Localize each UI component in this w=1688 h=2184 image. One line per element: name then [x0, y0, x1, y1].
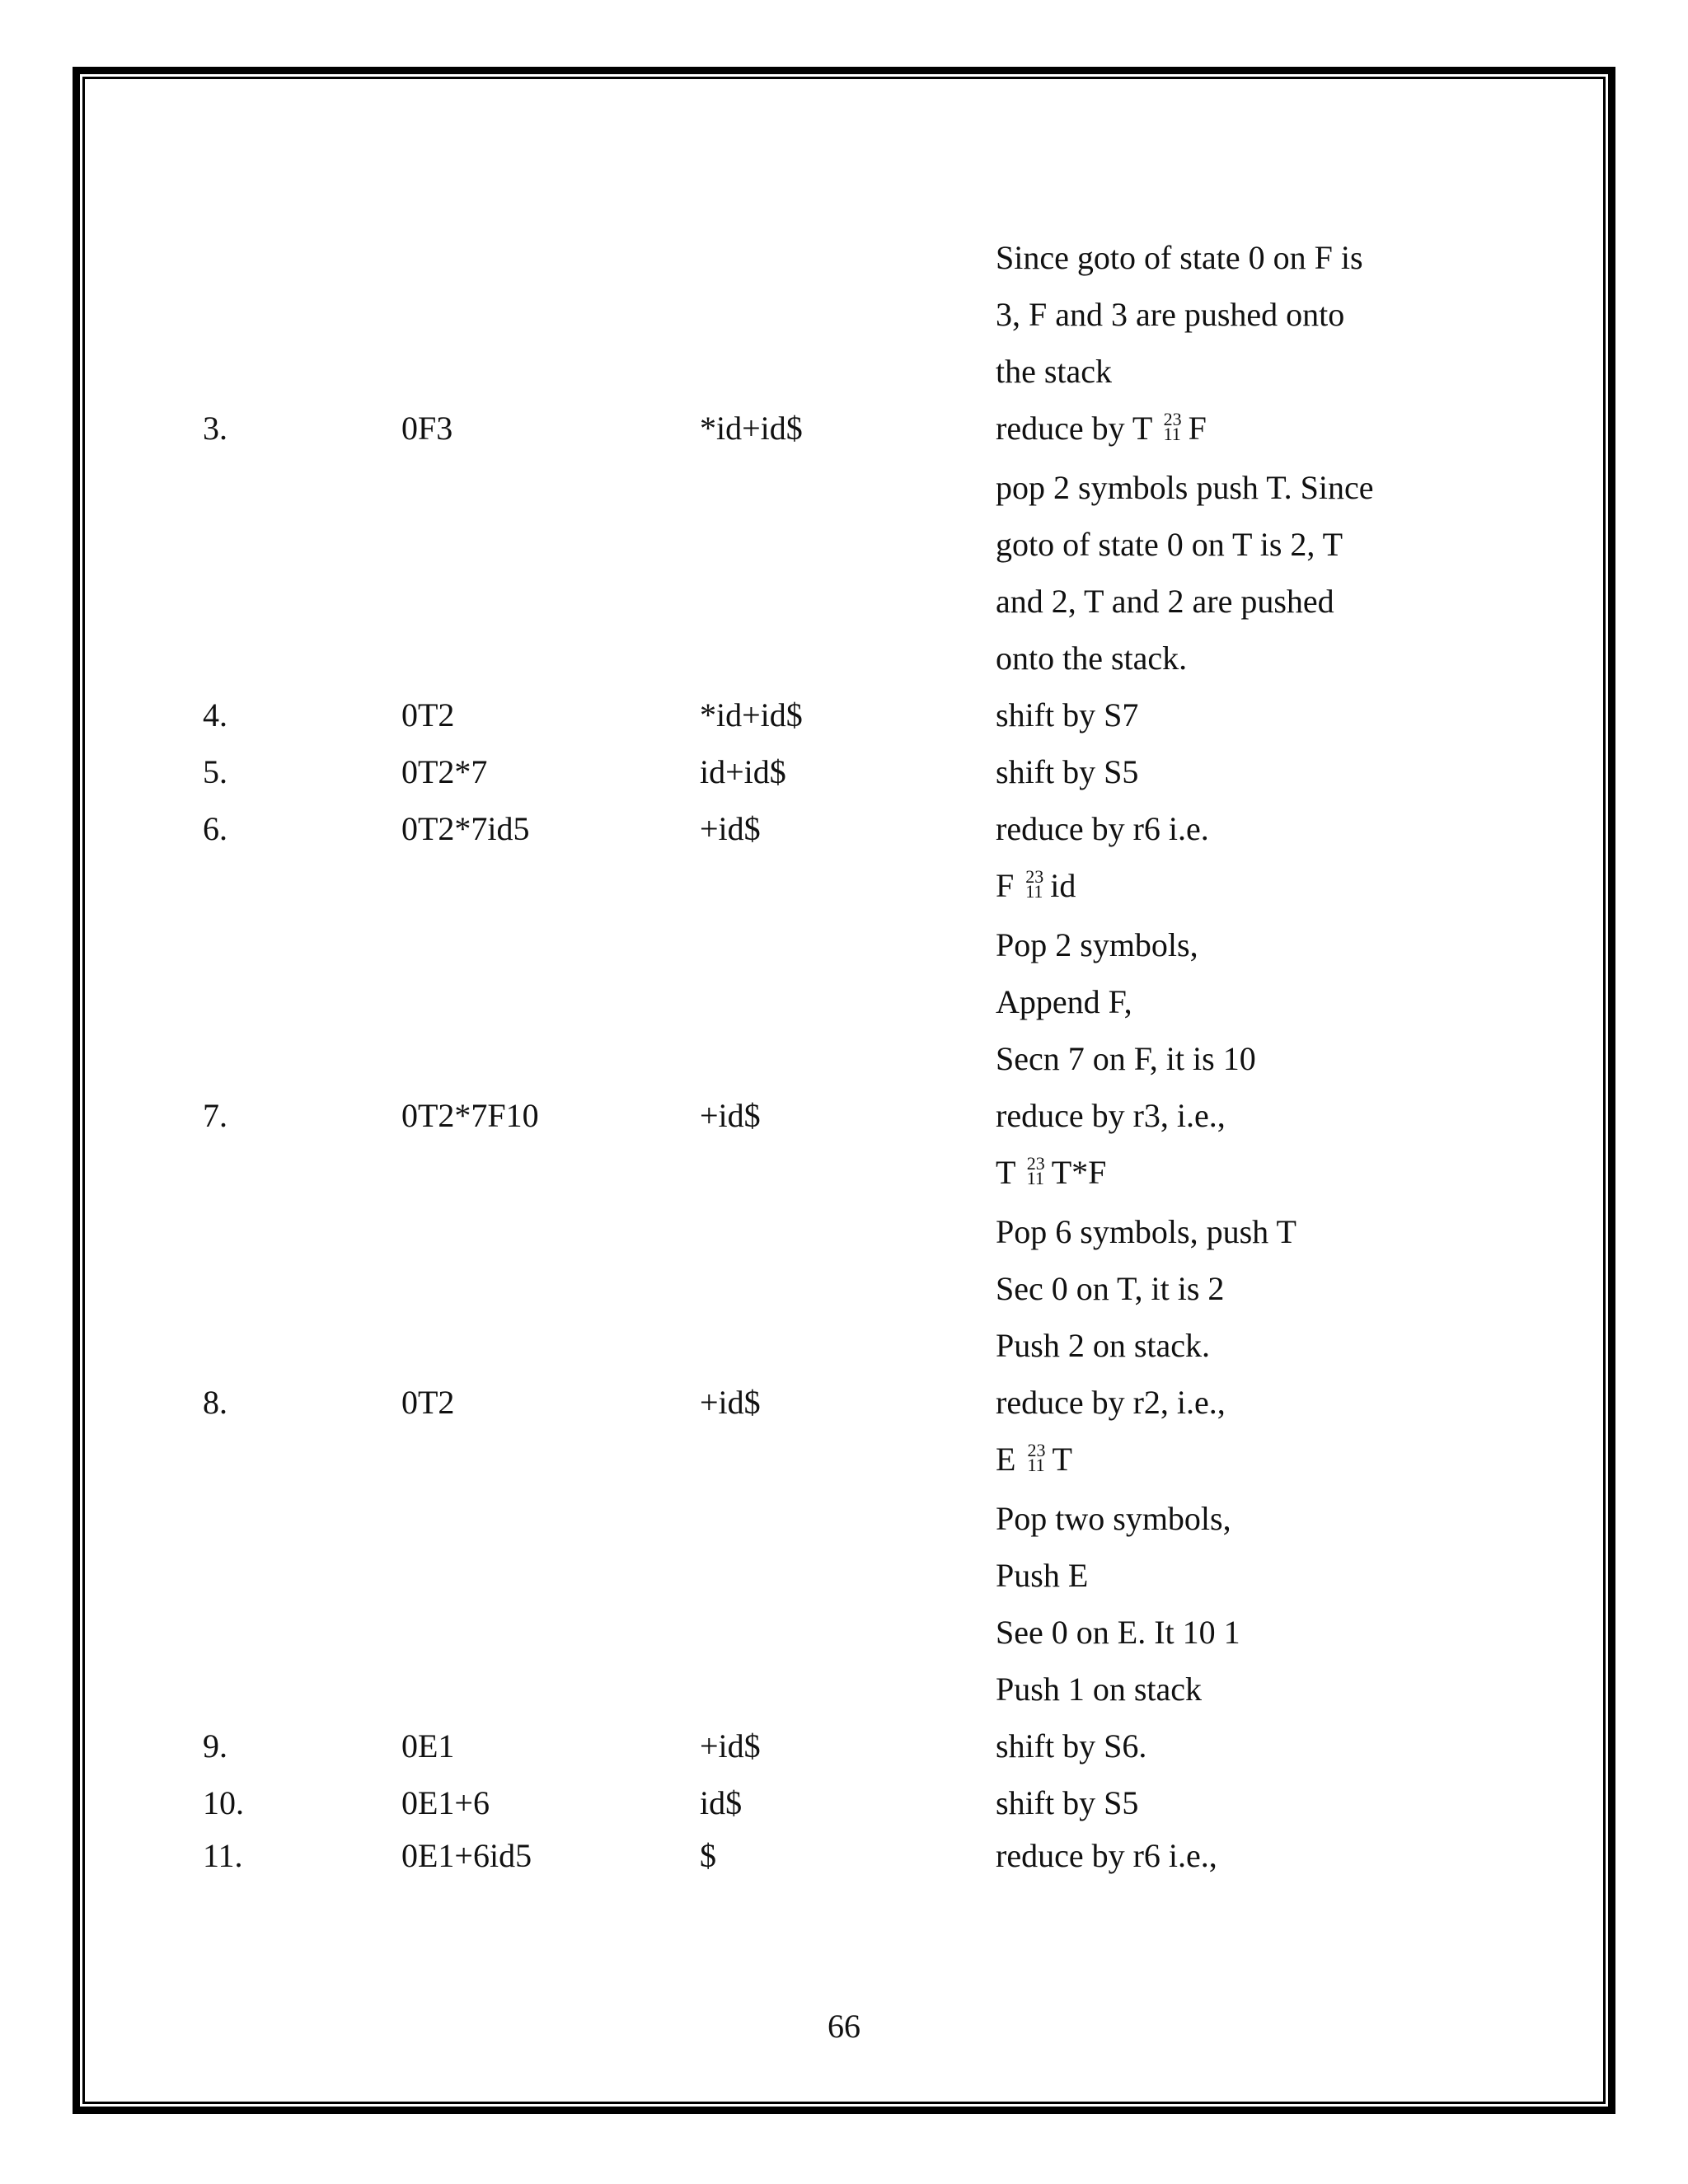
input-cell: +id$: [700, 1097, 761, 1134]
step-number: 11.: [203, 1837, 243, 1874]
production-arrow-glyph: [1024, 1153, 1052, 1189]
glyph-code-top: 23: [1163, 409, 1182, 429]
page-number: 66: [828, 2008, 860, 2045]
glyph-code-bottom: 11: [1163, 424, 1181, 444]
stack-cell: 0T2*7F10: [401, 1097, 539, 1134]
action-text: reduce by T: [996, 410, 1160, 447]
input-cell: *id+id$: [700, 696, 803, 733]
action-text: id: [1050, 867, 1076, 904]
glyph-code-bottom: 11: [1026, 1168, 1044, 1188]
action-cell: Pop 6 symbols, push T: [996, 1213, 1296, 1250]
action-cell: pop 2 symbols push T. Since: [996, 469, 1374, 506]
action-cell: [996, 1440, 1072, 1478]
action-cell: onto the stack.: [996, 640, 1188, 677]
glyph-code-top: 23: [1027, 1440, 1046, 1460]
action-cell: shift by S5: [996, 753, 1139, 790]
action-text: F: [1188, 410, 1207, 447]
production-arrow-glyph: [1022, 866, 1050, 902]
production-arrow-glyph: [1160, 409, 1189, 445]
action-cell: goto of state 0 on T is 2, T: [996, 526, 1343, 563]
stack-cell: 0T2: [401, 1384, 455, 1421]
step-number: 3.: [203, 410, 227, 447]
input-cell: id$: [700, 1784, 743, 1821]
stack-cell: 0E1+6id5: [401, 1837, 532, 1874]
step-number: 5.: [203, 753, 227, 790]
action-cell: See 0 on E. It 10 1: [996, 1614, 1240, 1651]
step-number: 6.: [203, 810, 227, 847]
action-cell: the stack: [996, 353, 1113, 390]
stack-cell: 0E1: [401, 1727, 455, 1765]
production-arrow-glyph: [1024, 1440, 1052, 1476]
glyph-code-bottom: 11: [1025, 881, 1043, 902]
step-number: 4.: [203, 696, 227, 733]
action-text: T*F: [1051, 1154, 1107, 1191]
action-cell: Push 2 on stack.: [996, 1327, 1210, 1364]
action-text: T: [1052, 1441, 1072, 1478]
action-cell: [996, 1153, 1107, 1191]
action-cell: reduce by r6 i.e.: [996, 810, 1209, 847]
action-cell: shift by S7: [996, 696, 1139, 733]
action-cell: reduce by r3, i.e.,: [996, 1097, 1226, 1134]
action-cell: reduce by r6 i.e.,: [996, 1837, 1217, 1874]
action-cell: Pop two symbols,: [996, 1500, 1231, 1537]
action-cell: Push E: [996, 1557, 1089, 1594]
glyph-code-bottom: 11: [1027, 1455, 1045, 1475]
action-cell: reduce by r2, i.e.,: [996, 1384, 1226, 1421]
action-cell: Push 1 on stack: [996, 1671, 1202, 1708]
stack-cell: 0T2: [401, 696, 455, 733]
glyph-code-top: 23: [1026, 1153, 1045, 1174]
stack-cell: 0T2*7id5: [401, 810, 530, 847]
action-cell: [996, 409, 1207, 447]
action-cell: Since goto of state 0 on F is: [996, 239, 1363, 276]
input-cell: id+id$: [700, 753, 786, 790]
action-cell: Secn 7 on F, it is 10: [996, 1040, 1256, 1077]
page-border-inner: [82, 77, 1606, 2104]
action-cell: 3, F and 3 are pushed onto: [996, 296, 1345, 333]
step-number: 9.: [203, 1727, 227, 1765]
stack-cell: 0T2*7: [401, 753, 488, 790]
action-text: F: [996, 867, 1023, 904]
step-number: 10.: [203, 1784, 244, 1821]
action-cell: shift by S6.: [996, 1727, 1147, 1765]
step-number: 8.: [203, 1384, 227, 1421]
action-cell: Sec 0 on T, it is 2: [996, 1270, 1225, 1307]
input-cell: +id$: [700, 1727, 761, 1765]
stack-cell: 0F3: [401, 410, 453, 447]
input-cell: +id$: [700, 1384, 761, 1421]
action-cell: [996, 866, 1076, 904]
stack-cell: 0E1+6: [401, 1784, 490, 1821]
action-cell: and 2, T and 2 are pushed: [996, 583, 1334, 620]
action-cell: shift by S5: [996, 1784, 1139, 1821]
glyph-code-top: 23: [1025, 866, 1044, 887]
action-cell: Pop 2 symbols,: [996, 926, 1198, 963]
input-cell: *id+id$: [700, 410, 803, 447]
action-text: E: [996, 1441, 1025, 1478]
input-cell: $: [700, 1837, 716, 1874]
action-text: T: [996, 1154, 1024, 1191]
step-number: 7.: [203, 1097, 227, 1134]
action-cell: Append F,: [996, 983, 1132, 1020]
input-cell: +id$: [700, 810, 761, 847]
